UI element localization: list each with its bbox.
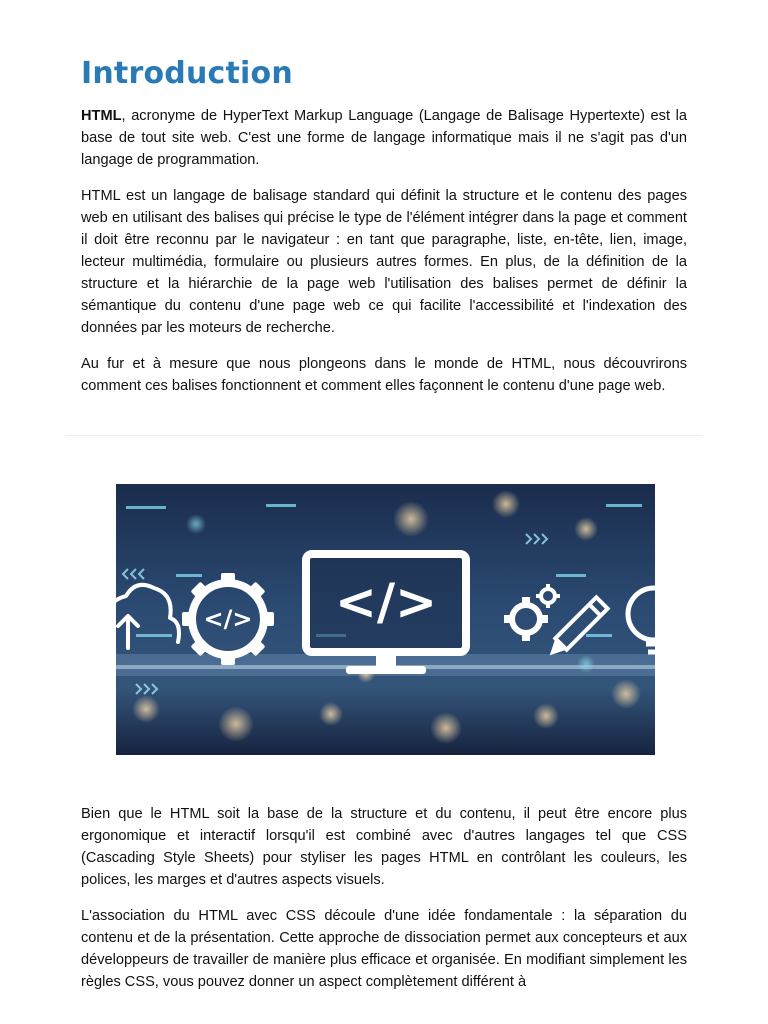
hero-image: [116, 484, 655, 755]
page-title: Introduction: [81, 56, 293, 91]
paragraph-2: HTML est un langage de balisage standard qui définit la structure et le contenu des pages web en utilisant des balises qui précise le type de l'élément intégrer dans la page et comment il doit être reconnu par le navigateur : en tant que paragraphe, liste, en-tête, lien, image, lecteur multimédia, formulaire ou plusieurs autres formes. En plus, de la définition de la structure et la hiérarchie de la page web l'utilisation des balises permet de définir la sémantique du contenu d'une page web ce qui facilite l'accessibilité et l'indexation des données par les moteurs de recherche.: [81, 188, 687, 336]
intro-text-block: [81, 105, 687, 411]
html-term: HTML: [81, 108, 122, 124]
paragraph-5: L'association du HTML avec CSS découle d'une idée fondamentale : la séparation du contenu et de la présentation. Cette approche de dissociation permet aux concepteurs et aux développeurs de travailler de manière plus efficace et organisée. En modifiant simplement les règles CSS, vous pouvez donner un aspect complètement différent à: [81, 908, 687, 990]
svg-text:</>: </>: [334, 573, 438, 631]
paragraph-4: Bien que le HTML soit la base de la structure et du contenu, il peut être encore plus ergonomique et interactif lorsqu'il est combiné avec d'autres langages tel que CSS (Cascading Style Sheets) pour styliser les pages HTML en contrôlant les couleurs, les polices, les marges et d'autres aspects visuels.: [81, 806, 687, 888]
css-text-block: [81, 803, 687, 990]
paragraph-1-text: , acronyme de HyperText Markup Language (Langage de Balisage Hypertexte) est la base de tout site web. C'est une forme de langage informatique mais il ne s'agit pas d'un langage de programmation.: [81, 108, 687, 168]
section-divider: [66, 435, 702, 436]
code-gear-icon: [182, 573, 274, 665]
paragraph-1: [81, 105, 687, 171]
code-monitor-icon: [306, 554, 466, 674]
paragraph-3: Au fur et à mesure que nous plongeons dans le monde de HTML, nous découvrirons comment ces balises fonctionnent et comment elles façonnent le contenu d'une page web.: [81, 356, 687, 394]
svg-text:</>: </>: [203, 605, 253, 633]
